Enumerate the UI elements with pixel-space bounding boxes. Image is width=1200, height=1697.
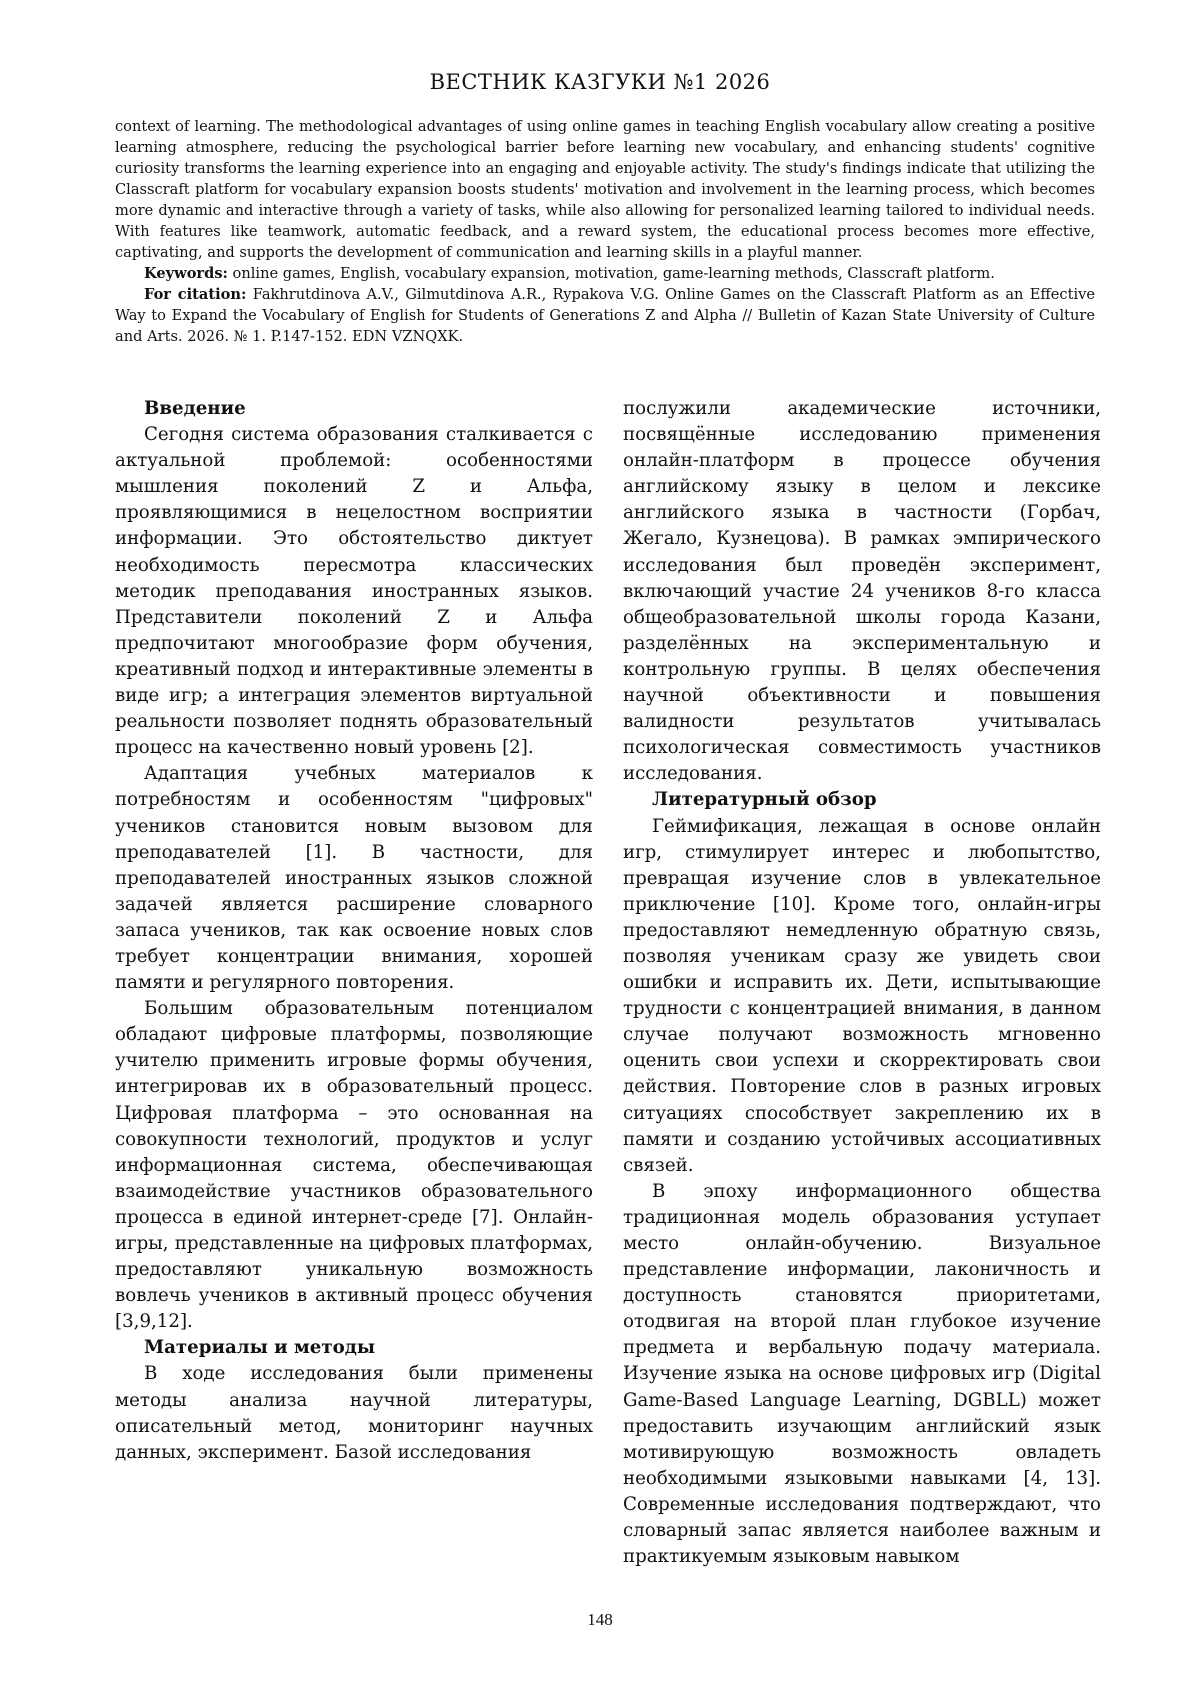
- paragraph: В ходе исследования были применены методы анализа научной литературы, описательный метод, мониторинг научных данных, эксперимент. Базой исследования: [115, 1363, 593, 1463]
- citation-text: Fakhrutdinova A.V., Gilmutdinova A.R., Rypakova V.G. Online Games on the Classcraft Platform as an Effective Way to Expand the Vocabulary of English for Students of Generations Z and Alpha // Bulletin of Kazan State University of Culture and Arts. 2026. № 1. P.147-152. EDN VZNQXK.: [115, 286, 1095, 345]
- paragraph-continued: послужили академические источники, посвящённые исследованию применения онлайн-платформ в процессе обучения английскому языку в целом и лексике английского языка в частности (Горбач, Жегало, Кузнецова). В рамках эмпирического исследования был проведён эксперимент, включающий участие 24 учеников 8-го класса общеобразовательной школы города Казани, разделённых на экспериментальную и контрольную группы. В целях обеспечения научной объективности и повышения валидности результатов учитывалась психологическая совместимость участников исследования.: [623, 398, 1101, 785]
- abstract-text: context of learning. The methodological advantages of using online games in teaching English vocabulary allow creating a positive learning atmosphere, reducing the psychological barrier before learning new vocabulary, and enhancing students' cognitive curiosity transforms the learning experience into an engaging and enjoyable activity. The study's findings indicate that utilizing the Classcraft platform for vocabulary expansion boosts students' motivation and involvement in the learning process, which becomes more dynamic and interactive through a variety of tasks, while also allowing for personalized learning tailored to individual needs. With features like teamwork, automatic feedback, and a reward system, the educational process becomes more effective, captivating, and supports the development of communication and learning skills in a playful manner.: [115, 118, 1095, 261]
- abstract-block: [115, 116, 1095, 347]
- journal-header: ВЕСТНИК КАЗГУКИ №1 2026: [429, 70, 771, 94]
- section-heading-methods: Материалы и методы: [144, 1337, 376, 1359]
- citation-label: For citation:: [144, 286, 247, 303]
- paragraph: Большим образовательным потенциалом обладают цифровые платформы, позволяющие учителю применить игровые формы обучения, интегрировав их в образовательный процесс. Цифровая платформа – это основанная на совокупности технологий, продуктов и услуг информационная система, обеспечивающая взаимодействие участников образовательного процесса в единой интернет-среде [7]. Онлайн-игры, представленные на цифровых платформах, предоставляют уникальную возможность вовлечь учеников в активный процесс обучения [3,9,12].: [115, 998, 593, 1333]
- keywords-line: [115, 263, 1095, 284]
- keywords-text: online games, English, vocabulary expansion, motivation, game-learning methods, Classcraft platform.: [227, 265, 995, 282]
- paragraph: Геймификация, лежащая в основе онлайн игр, стимулирует интерес и любопытство, превращая изучение слов в увлекательное приключение [10]. Кроме того, онлайн-игры предоставляют немедленную обратную связь, позволяя ученикам сразу же увидеть свои ошибки и исправить их. Дети, испытывающие трудности с концентрацией внимания, в данном случае получают возможность мгновенно оценить свои успехи и скорректировать свои действия. Повторение слов в разных игровых ситуациях способствует закреплению их в памяти и созданию устойчивых ассоциативных связей.: [623, 815, 1101, 1176]
- section-heading-literature-review: Литературный обзор: [652, 789, 877, 811]
- left-column: [115, 396, 593, 1466]
- keywords-label: Keywords:: [144, 265, 228, 282]
- paragraph: Адаптация учебных материалов к потребностям и особенностям "цифровых" учеников становится новым вызовом для преподавателей [1]. В частности, для преподавателей иностранных языков сложной задачей является расширение словарного запаса учеников, так как освоение новых слов требует концентрации внимания, хорошей памяти и регулярного повторения.: [115, 763, 593, 994]
- section-heading-introduction: Введение: [144, 398, 246, 419]
- citation-line: [115, 284, 1095, 347]
- paragraph: В эпоху информационного общества традиционная модель образования уступает место онлайн-обучению. Визуальное представление информации, лаконичность и доступность становятся приоритетами, отодвигая на второй план глубокое изучение предмета и вербальную подачу материала. Изучение языка на основе цифровых игр (Digital Game-Based Language Learning, DGBLL) может предоставить изучающим английский язык мотивирующую возможность овладеть необходимыми языковыми навыками [4, 13]. Современные исследования подтверждают, что словарный запас является наиболее важным и практикуемым языковым навыком: [623, 1180, 1101, 1568]
- paragraph: Сегодня система образования сталкивается с актуальной проблемой: особенностями мышления поколений Z и Альфа, проявляющимися в нецелостном восприятии информации. Это обстоятельство диктует необходимость пересмотра классических методик преподавания иностранных языков. Представители поколений Z и Альфа предпочитают многообразие форм обучения, креативный подход и интерактивные элементы в виде игр; а интеграция элементов виртуальной реальности позволяет поднять образовательный процесс на качественно новый уровень [2].: [115, 424, 593, 759]
- right-column: [623, 396, 1101, 1570]
- page-number: 148: [587, 1610, 613, 1629]
